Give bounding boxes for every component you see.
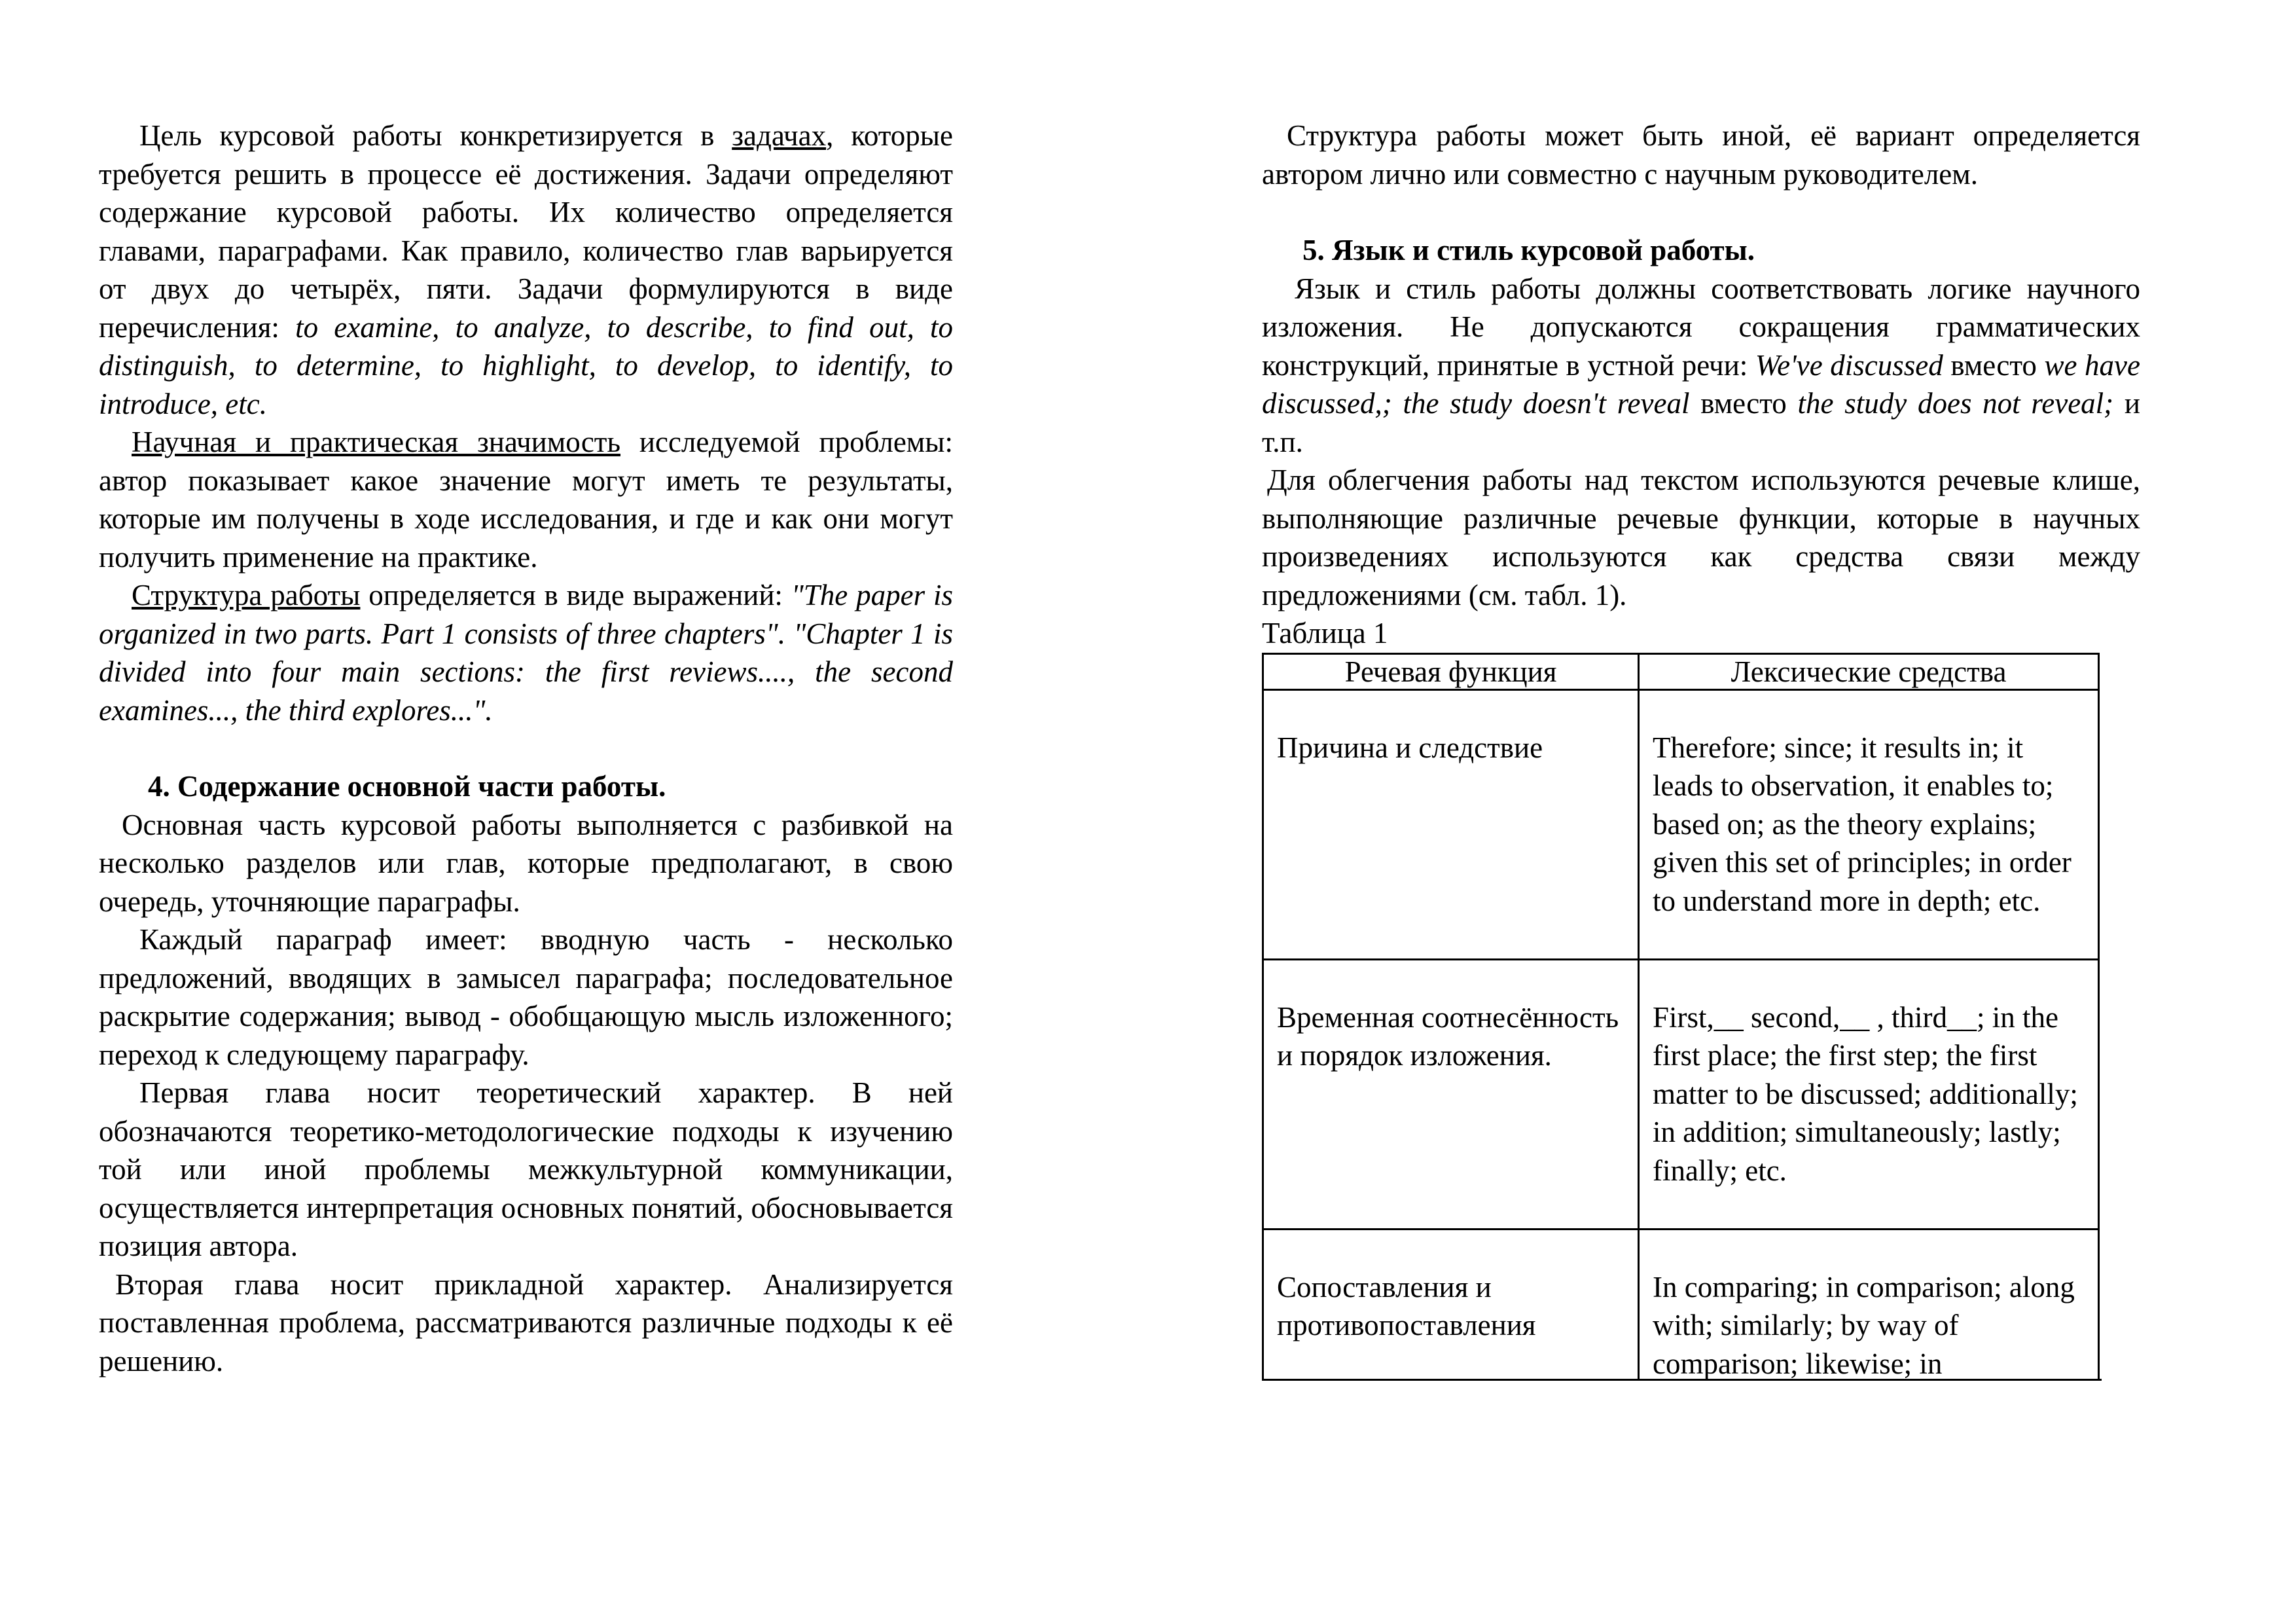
- significance-paragraph: [99, 423, 953, 576]
- table-cell-means: First,__ second,__ , third__; in the first place; the first step; the first matter to be discussed; additionally; in addition; simultaneously; lastly; finally; etc.: [1639, 959, 2099, 1229]
- table-cell-function: Причина и следствие: [1263, 689, 1639, 959]
- table-cell-function: Сопоставления и противопоставления: [1263, 1229, 1639, 1381]
- goals-underlined: задачах: [732, 119, 827, 152]
- goals-text-b: , которые требуется решить в процессе её достижения. Задачи определяют содержание курсовой работы. Их количество определяется главами, параграфами. Как правило, количество глав варьируется от двух до четырёх, пяти. Задачи формулируются в виде перечисления:: [99, 119, 954, 344]
- table-cell-means: Therefore; since; it results in; it leads to observation, it enables to; based on; as the theory explains; given this set of principles; in order to understand more in depth; etc.: [1639, 689, 2099, 959]
- left-page: [99, 117, 953, 1380]
- table-row: [1263, 1229, 2099, 1381]
- structure-underlined: Структура работы: [132, 579, 361, 611]
- style-paragraph-1: [1262, 270, 2140, 462]
- goals-text-a: Цель курсовой работы конкретизируется в: [139, 119, 732, 152]
- style-paragraph-2: Для облегчения работы над текстом используются речевые клише, выполняющие различные речевые функции, которые в научных произведениях используются как средства связи между предложениями (см. табл. 1).: [1262, 464, 2140, 611]
- style-text-d: и т.п.: [1262, 387, 2140, 458]
- goals-verbs: to examine, to analyze, to describe, to find out, to distinguish, to determine, to highlight, to develop, to identify, to introduce, etc.: [99, 310, 953, 420]
- style-text-a: Язык и стиль работы должны соответствовать логике научного изложения. Не допускаются сокращения грамматических конструкций, принятые в устной речи:: [1262, 272, 2140, 382]
- structure-examples: "The paper is organized in two parts. Part 1 consists of three chapters". "Chapter 1 is divided into four main sections: the first reviews...., the second examines..., the third explores...".: [99, 579, 953, 727]
- style-italic-2: we have discussed,; the study doesn't reveal: [1262, 348, 2140, 420]
- significance-underlined: Научная и практическая значимость: [132, 426, 620, 458]
- structure-paragraph: [99, 576, 953, 729]
- style-text-b: вместо: [1943, 348, 2045, 382]
- goals-paragraph: [99, 117, 953, 423]
- table-clip: [1262, 653, 2102, 1381]
- section4-paragraph-3: Первая глава носит теоретический характер. В ней обозначаются теоретико-методологические подходы к изучению той или иной проблемы межкультурной коммуникации, осуществляется интерпретация основных понятий, обосновывается позиция автора.: [99, 1076, 953, 1262]
- style-italic-1: We've discussed: [1755, 348, 1943, 382]
- section4-heading: 4. Содержание основной части работы.: [148, 770, 666, 803]
- spacer: [99, 729, 953, 767]
- section4-paragraph-4: Вторая глава носит прикладной характер. Анализируется поставленная проблема, рассматриваются различные подходы к её решению.: [99, 1267, 953, 1377]
- spacer: [1262, 193, 2140, 231]
- section4-paragraph-2: Каждый параграф имеет: вводную часть - несколько предложений, вводящих в замысел параграфа; последовательное раскрытие содержания; вывод - обобщающую мысль изложенного; переход к следующему параграфу.: [99, 923, 953, 1071]
- table-row: [1263, 959, 2099, 1229]
- structure-note: Структура работы может быть иной, её вариант определяется автором лично или совместно с научным руководителем.: [1262, 119, 2140, 191]
- section5-heading: 5. Язык и стиль курсовой работы.: [1302, 234, 1755, 266]
- style-text-c: вместо: [1689, 387, 1798, 420]
- table-caption: Таблица 1: [1262, 617, 1388, 649]
- structure-text: определяется в виде выражений:: [360, 579, 791, 611]
- section4-paragraph-1: Основная часть курсовой работы выполняется с разбивкой на несколько разделов или глав, которые предполагают, в свою очередь, уточняющие параграфы.: [99, 808, 953, 918]
- table-header-cell: Речевая функция: [1263, 653, 1639, 689]
- table-header-row: [1263, 653, 2099, 689]
- significance-text: исследуемой проблемы: автор показывает какое значение могут иметь те результаты, которые им получены в ходе исследования, и где и как они могут получить применение на практике.: [99, 426, 954, 574]
- table-cell-function: Временная соотнесённость и порядок изложения.: [1263, 959, 1639, 1229]
- right-page: [1262, 117, 2140, 1381]
- style-italic-3: the study does not reveal;: [1797, 387, 2114, 420]
- table-header-cell: Лексические средства: [1639, 653, 2099, 689]
- table-cell-means: In comparing; in comparison; along with; similarly; by way of comparison; likewise; in: [1639, 1229, 2099, 1381]
- table-row: [1263, 689, 2099, 959]
- lexical-means-table: [1262, 653, 2100, 1381]
